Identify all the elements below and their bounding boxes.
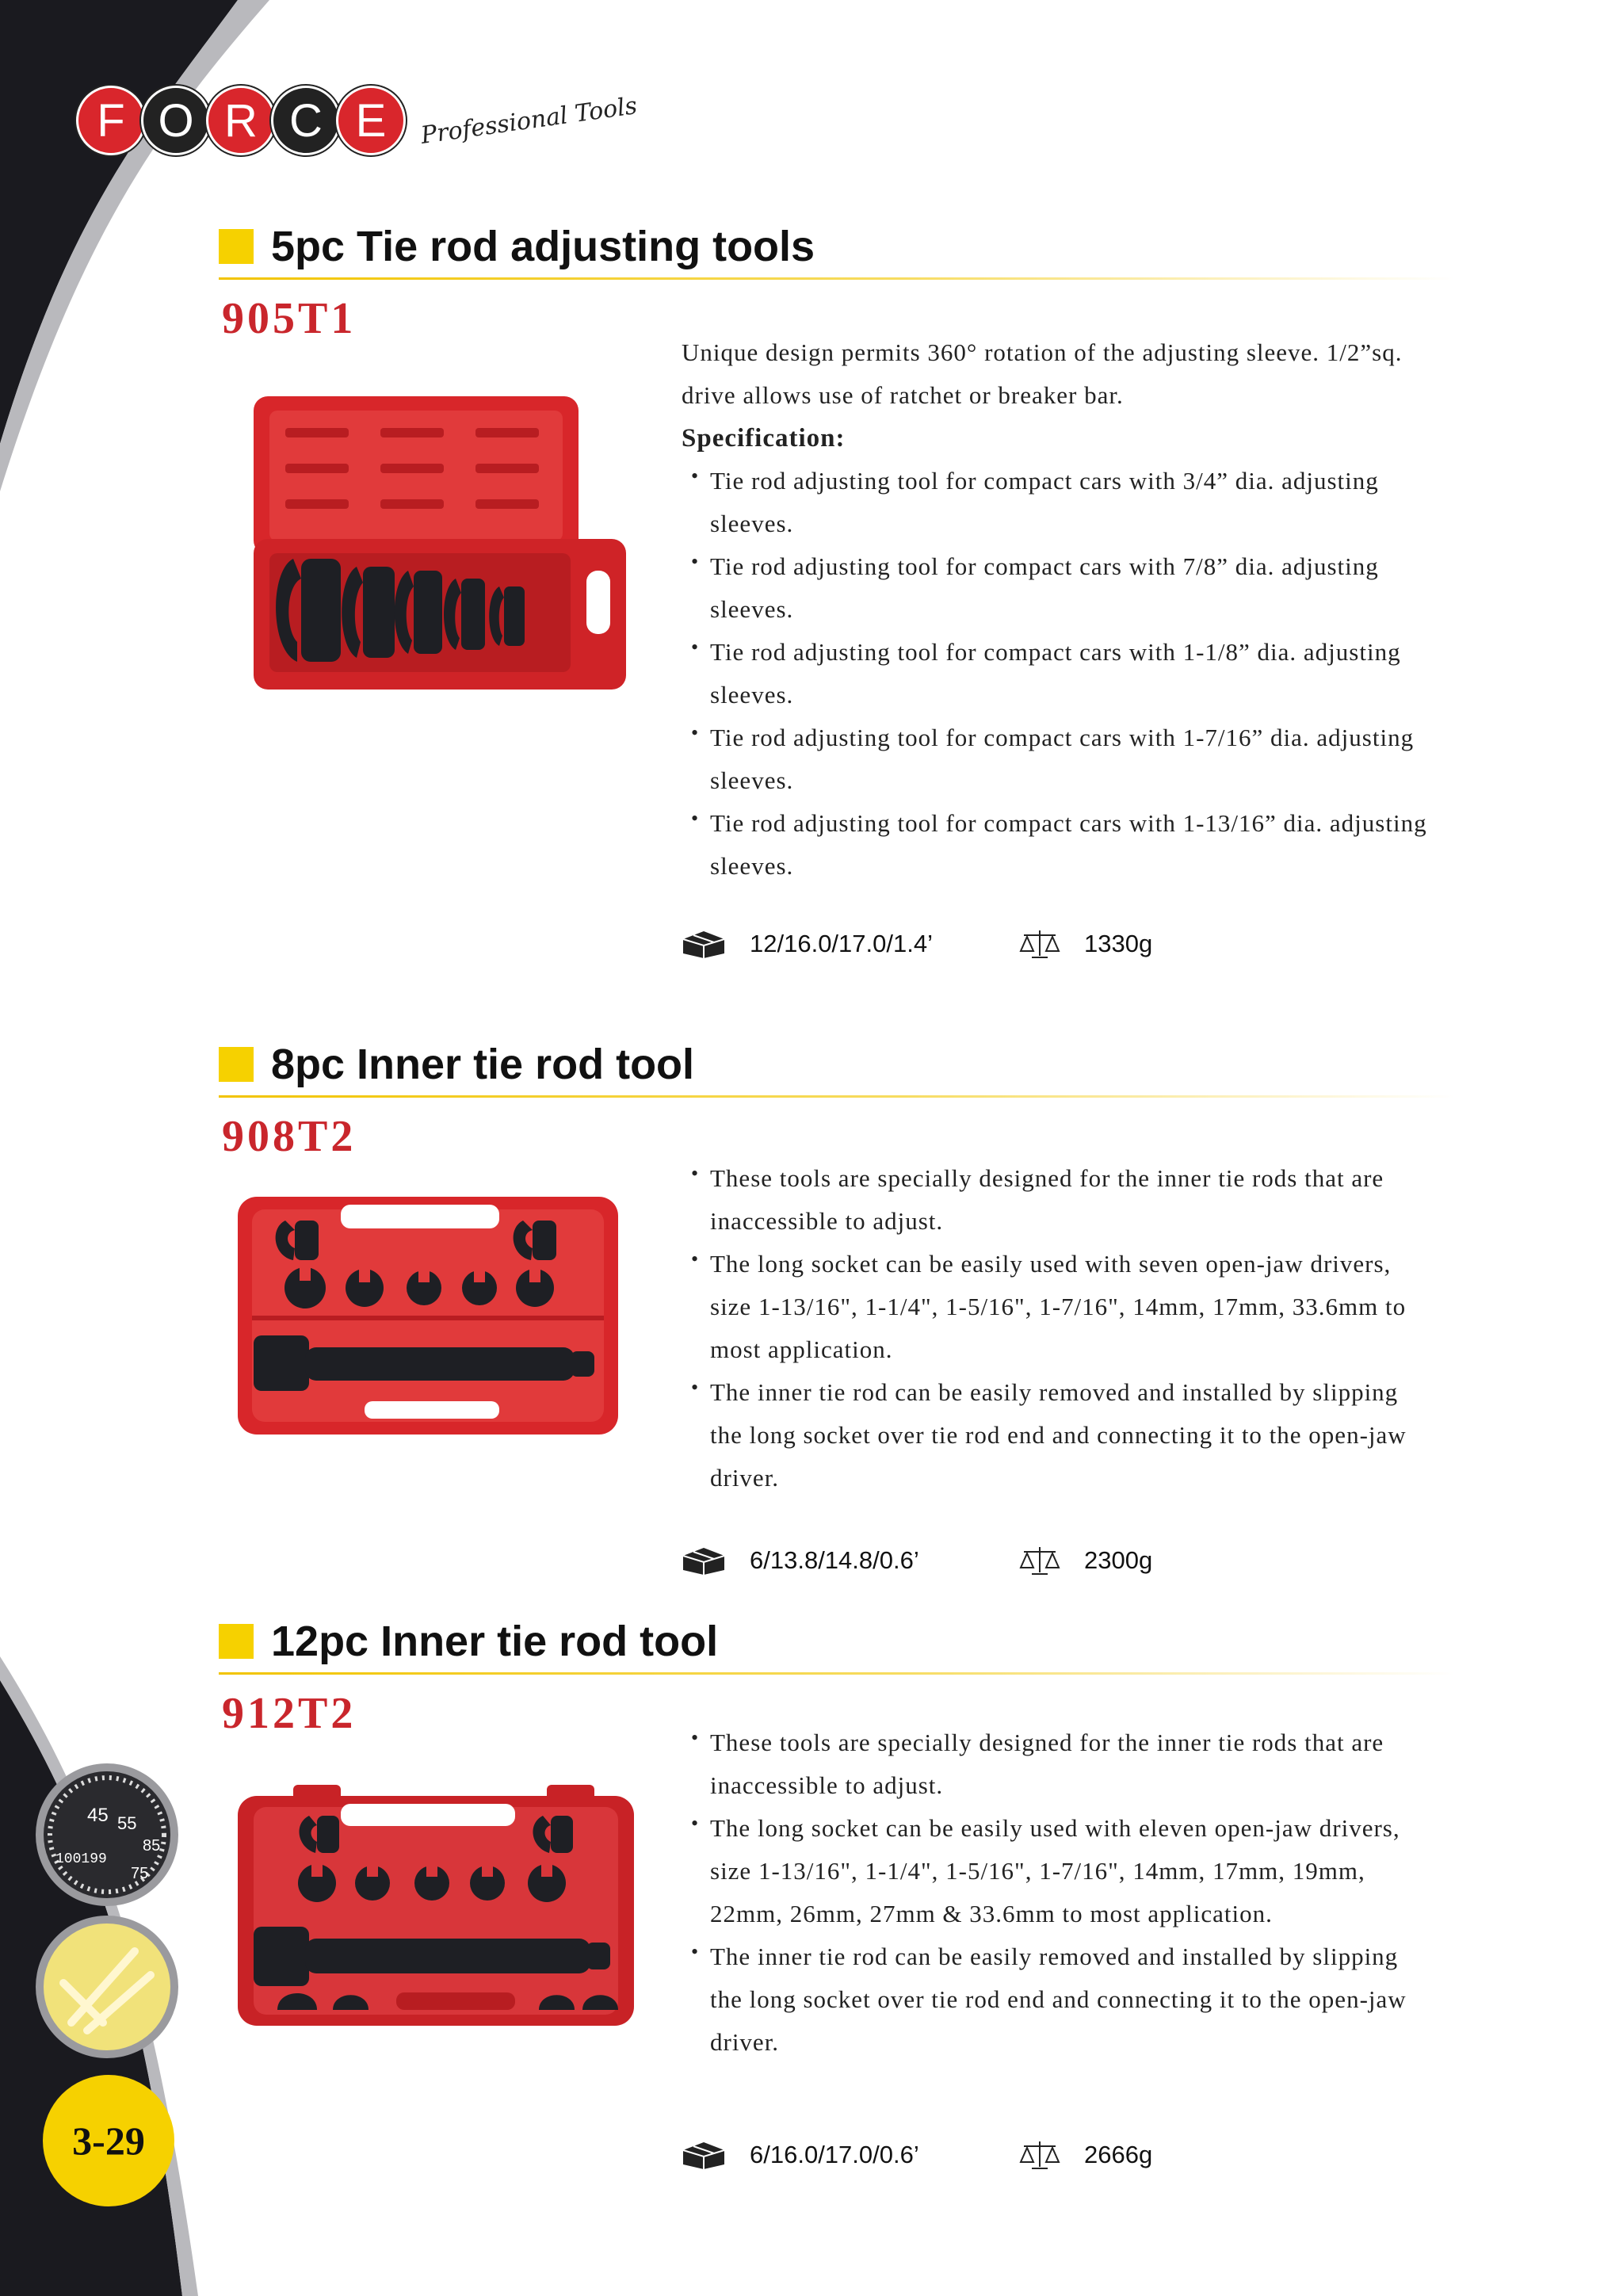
carton-box-icon xyxy=(682,930,726,958)
product-2-description xyxy=(682,1157,1537,1499)
product-2-code: 908T2 xyxy=(222,1112,357,1161)
product-3-title-row xyxy=(219,1617,718,1666)
product-2-meta xyxy=(682,1544,1152,1577)
logo-letter-c: C xyxy=(271,86,341,155)
product-2-bullet xyxy=(682,1243,1537,1371)
product-1-title-row xyxy=(219,222,815,271)
product-1-spec-heading: Specification: xyxy=(682,424,846,453)
product-1-intro-line: Unique design permits 360° rotation of the adjusting sleeve. 1/2”sq. xyxy=(682,338,1403,366)
logo-letter-r: R xyxy=(206,86,276,155)
speedo-number: 45 xyxy=(87,1805,109,1826)
bullet-line: size 1-13/16", 1-1/4", 1-5/16", 1-7/16", 14mm, 17mm, 19mm, xyxy=(710,1857,1365,1885)
product-1-intro-line: drive allows use of ratchet or breaker bar. xyxy=(682,381,1124,409)
product-3-weight: 2666g xyxy=(1084,2141,1153,2168)
product-1-description xyxy=(682,331,1537,888)
product-2-bullet xyxy=(682,1371,1537,1499)
product-2-title: 8pc Inner tie rod tool xyxy=(271,1041,695,1088)
bullet-line: • Tie rod adjusting tool for compact cars with 3/4” dia. adjusting xyxy=(710,467,1379,495)
product-3-meta xyxy=(682,2138,1152,2172)
product-1-code: 905T1 xyxy=(222,294,357,343)
force-logo xyxy=(76,82,638,159)
speedo-number: 85 xyxy=(143,1837,161,1855)
bullet-line: • These tools are specially designed for the inner tie rods that are xyxy=(710,1729,1384,1756)
product-2-photo xyxy=(230,1189,626,1442)
product-1-bullet xyxy=(682,802,1537,888)
bullet-line: 22mm, 26mm, 27mm & 33.6mm to most application. xyxy=(710,1900,1273,1927)
product-2-carton: 6/13.8/14.8/0.6’ xyxy=(750,1546,919,1574)
product-2-weight: 2300g xyxy=(1084,1546,1153,1574)
speedo-number: 55 xyxy=(117,1813,137,1833)
product-1-photo xyxy=(238,388,634,697)
bullet-line: size 1-13/16", 1-1/4", 1-5/16", 1-7/16", 14mm, 17mm, 33.6mm to xyxy=(710,1293,1407,1320)
product-3-bullet xyxy=(682,1807,1537,1935)
carton-box-icon xyxy=(682,2141,726,2169)
bullet-line: • Tie rod adjusting tool for compact cars with 7/8” dia. adjusting xyxy=(710,552,1379,580)
product-3-code: 912T2 xyxy=(222,1689,357,1738)
product-1-bullet xyxy=(682,716,1537,802)
bullet-line: the long socket over tie rod end and connecting it to the open-jaw xyxy=(710,1421,1407,1449)
yellow-square-icon xyxy=(219,1624,254,1659)
speedometer-badge xyxy=(32,1759,182,1910)
logo-tagline: Professional Tools xyxy=(418,91,640,150)
speedo-number: 75 xyxy=(131,1865,149,1882)
product-1-bullet xyxy=(682,460,1537,545)
product-1-weight: 1330g xyxy=(1084,930,1153,957)
bullet-line: the long socket over tie rod end and connecting it to the open-jaw xyxy=(710,1985,1407,2013)
bullet-line: sleeves. xyxy=(710,510,794,537)
weight-scale-icon xyxy=(1019,1544,1060,1577)
bullet-line: • The inner tie rod can be easily removed and installed by slipping xyxy=(710,1378,1399,1406)
bullet-line: inaccessible to adjust. xyxy=(710,1207,944,1235)
bullet-line: most application. xyxy=(710,1335,893,1363)
carton-box-icon xyxy=(682,1546,726,1575)
product-1-title: 5pc Tie rod adjusting tools xyxy=(271,223,815,270)
product-2-rule xyxy=(219,1095,1455,1098)
product-3-carton: 6/16.0/17.0/0.6’ xyxy=(750,2141,919,2168)
bullet-line: • Tie rod adjusting tool for compact cars with 1-1/8” dia. adjusting xyxy=(710,638,1401,666)
bullet-line: • Tie rod adjusting tool for compact cars with 1-13/16” dia. adjusting xyxy=(710,809,1427,837)
bullet-line: sleeves. xyxy=(710,766,794,794)
product-3-rule xyxy=(219,1672,1455,1675)
bullet-line: • These tools are specially designed for the inner tie rods that are xyxy=(710,1164,1384,1192)
product-1-bullet xyxy=(682,631,1537,716)
product-3-bullet xyxy=(682,1935,1537,2064)
weight-scale-icon xyxy=(1019,2138,1060,2172)
logo-letter-e: E xyxy=(336,86,406,155)
bullet-line: sleeves. xyxy=(710,595,794,623)
product-3-description xyxy=(682,1721,1537,2064)
weight-scale-icon xyxy=(1019,927,1060,961)
bullet-line: inaccessible to adjust. xyxy=(710,1771,944,1799)
product-1-rule xyxy=(219,277,1455,280)
bullet-line: • The long socket can be easily used with seven open-jaw drivers, xyxy=(710,1250,1392,1278)
bullet-line: sleeves. xyxy=(710,852,794,880)
logo-letter-f: F xyxy=(76,86,146,155)
tools-badge xyxy=(32,1912,182,2062)
yellow-square-icon xyxy=(219,1047,254,1082)
product-3-bullet xyxy=(682,1721,1537,1807)
bullet-line: • The inner tie rod can be easily removed and installed by slipping xyxy=(710,1943,1399,1970)
product-1-bullet xyxy=(682,545,1537,631)
bullet-line: driver. xyxy=(710,2028,780,2056)
product-2-bullet xyxy=(682,1157,1537,1243)
product-2-title-row xyxy=(219,1040,694,1089)
product-1-carton: 12/16.0/17.0/1.4’ xyxy=(750,930,933,957)
yellow-square-icon xyxy=(219,229,254,264)
product-3-title: 12pc Inner tie rod tool xyxy=(271,1618,719,1665)
product-1-meta xyxy=(682,927,1152,961)
bullet-line: sleeves. xyxy=(710,681,794,709)
page-number: 3-29 xyxy=(43,2075,174,2206)
product-3-photo xyxy=(230,1780,642,2034)
logo-letter-o: O xyxy=(141,86,211,155)
bullet-line: • Tie rod adjusting tool for compact cars with 1-7/16” dia. adjusting xyxy=(710,724,1415,751)
bullet-line: • The long socket can be easily used with eleven open-jaw drivers, xyxy=(710,1814,1400,1842)
odometer: 100199 xyxy=(55,1851,107,1867)
bullet-line: driver. xyxy=(710,1464,780,1492)
